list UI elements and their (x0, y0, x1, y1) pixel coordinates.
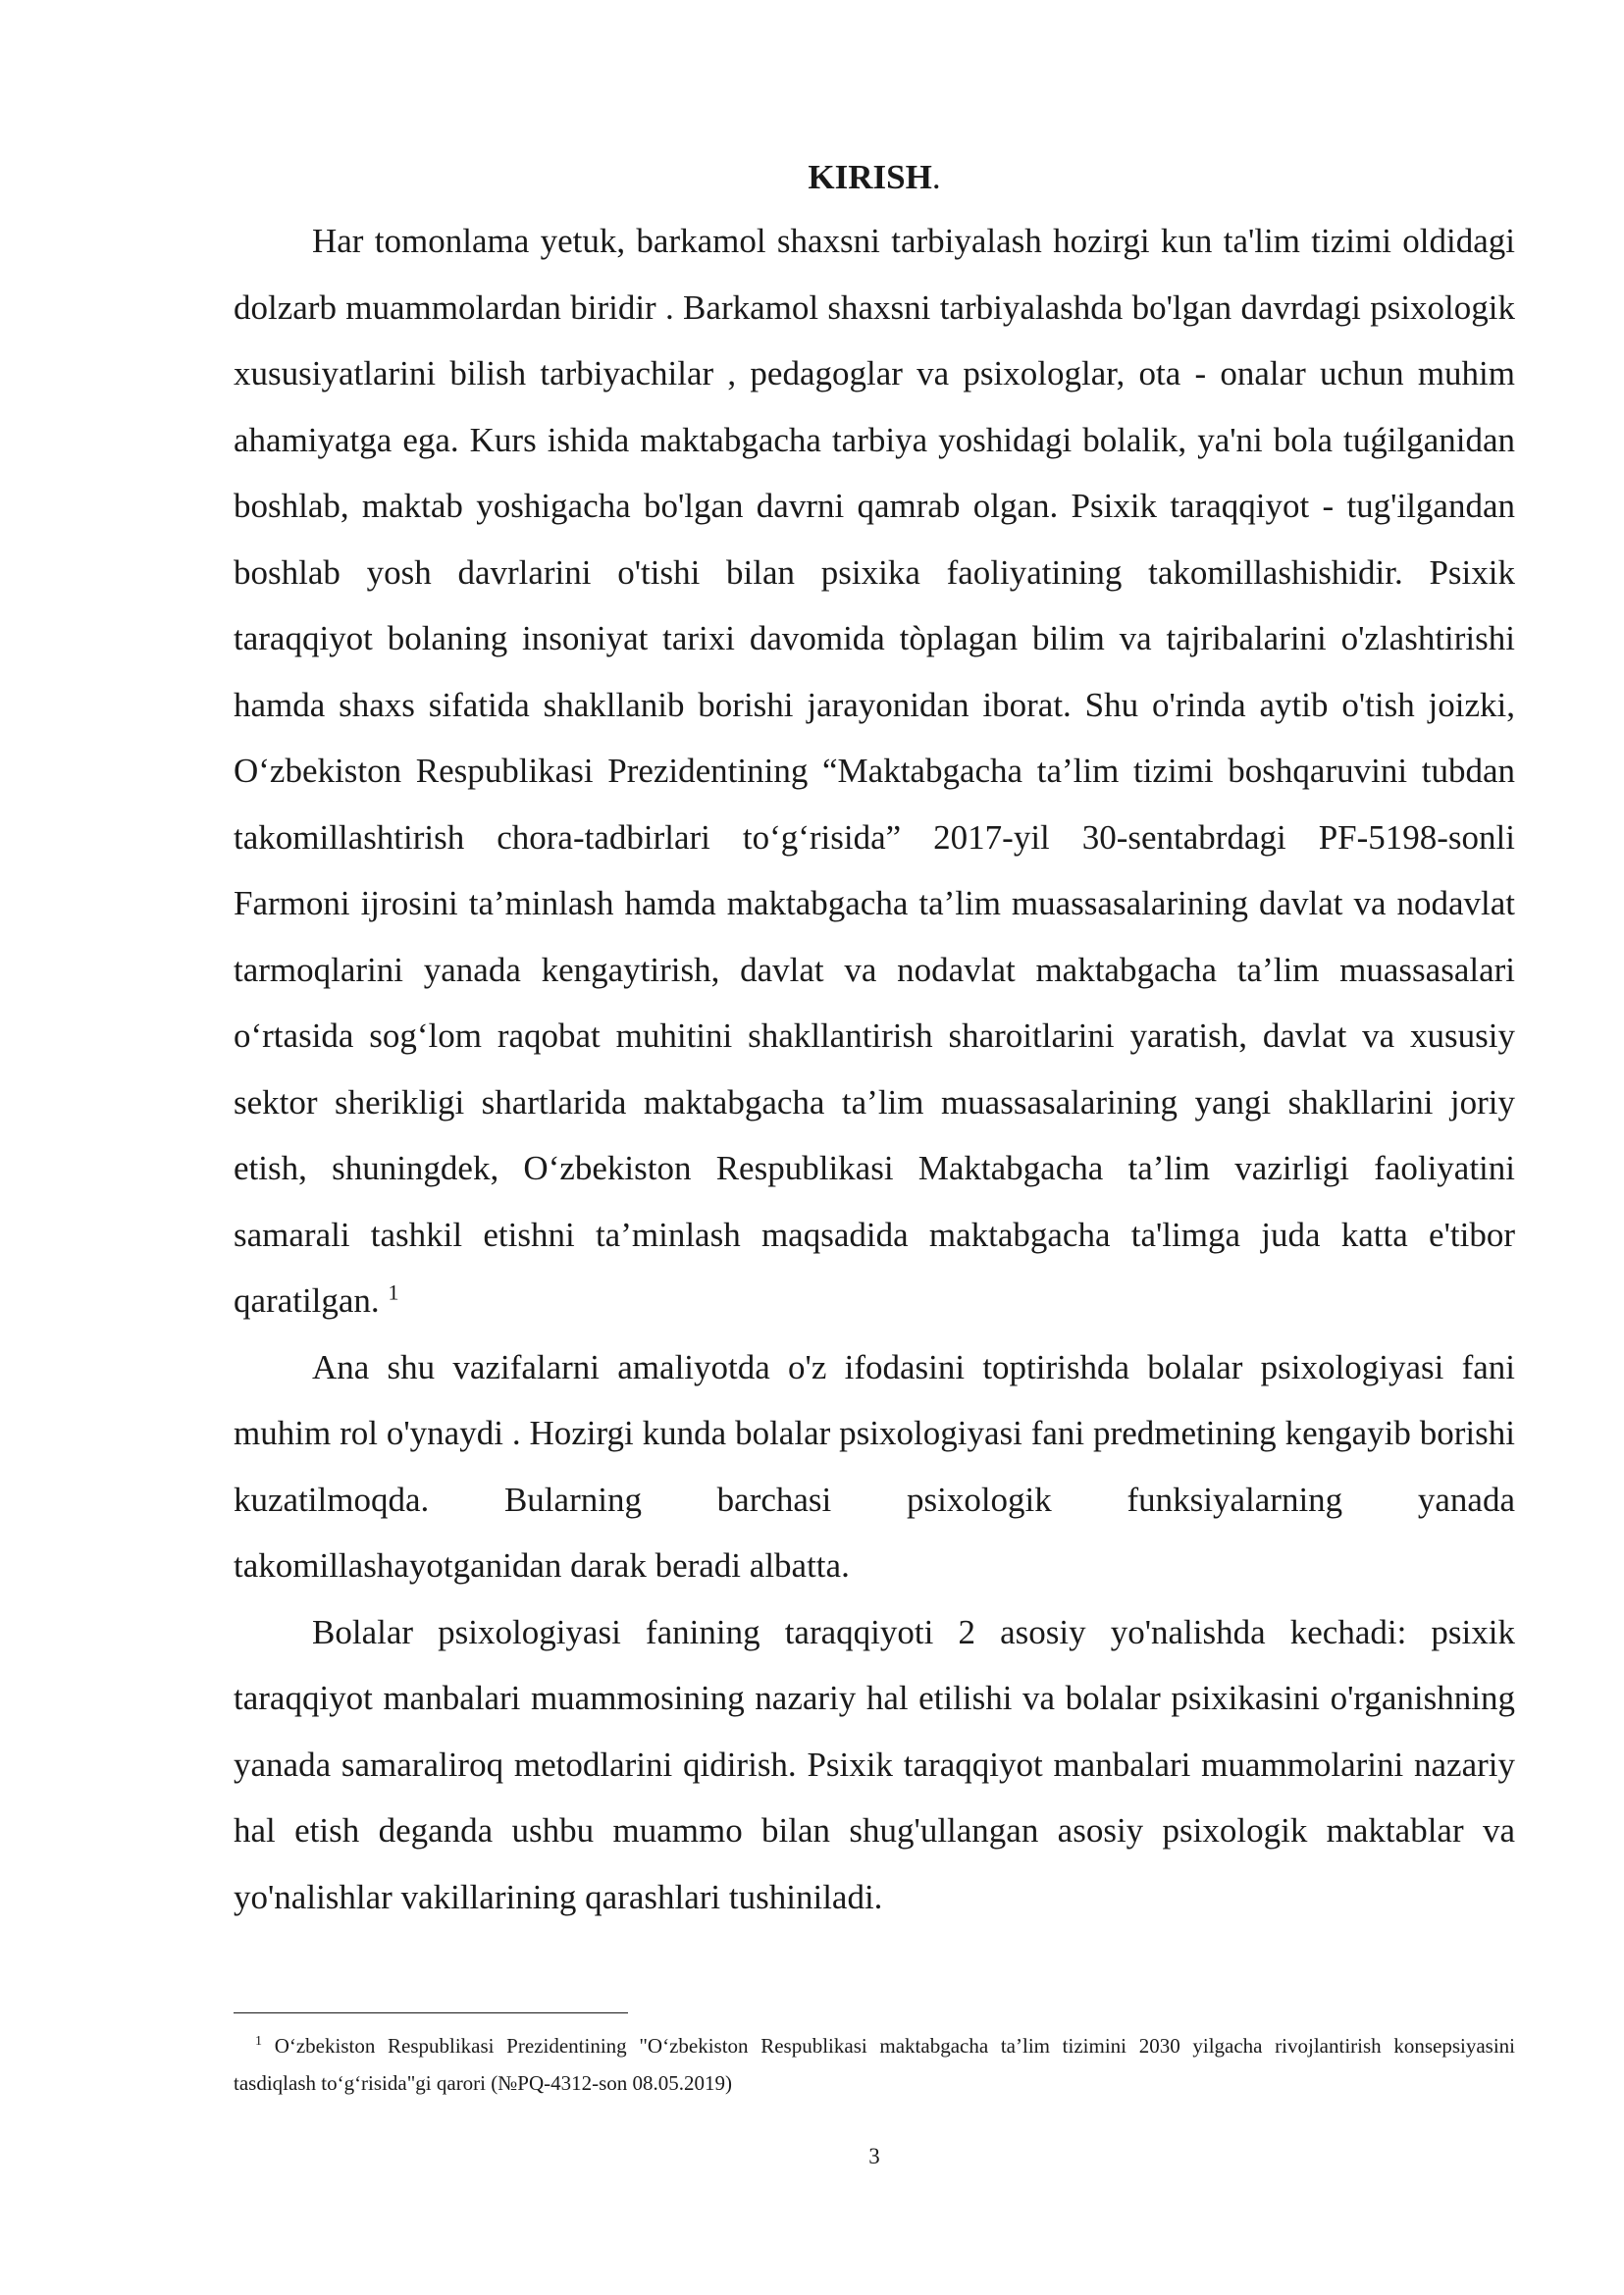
footnote-separator (234, 2012, 628, 2013)
paragraph-2 (234, 1334, 1515, 1599)
paragraph-1 (234, 208, 1515, 1334)
paragraph-2-text: Ana shu vazifalarni amaliyotda o'z ifodasini toptirishda bolalar psixologiyasi fani muhim rol o'ynaydi . Hozirgi kunda bolalar psixologiyasi fani predmetining kengayib borishi kuzatilmoqda. Bularning barchasi psixologik funksiyalarning yanada takomillashayotganidan darak beradi albatta. (234, 1347, 1515, 1585)
paragraph-3-text: Bolalar psixologiyasi fanining taraqqiyoti 2 asosiy yo'nalishda kechadi: psixik taraqqiyot manbalari muammosining nazariy hal etilishi va bolalar psixikasini o'rganishning yanada samaraliroq metodlarini qidirish. Psixik taraqqiyot manbalari muammolarini nazariy hal etish deganda ushbu muammo bilan shug'ullangan asosiy psixologik maktablar va yo'nalishlar vakillarining qarashlari tushiniladi. (234, 1612, 1515, 1916)
heading-suffix: . (931, 158, 941, 196)
heading-text: KIRISH (808, 158, 932, 196)
page-number: 3 (868, 2144, 880, 2168)
paragraph-3 (234, 1599, 1515, 1931)
footnote-number: 1 (255, 2034, 262, 2049)
footnote-reference[interactable]: 1 (388, 1279, 399, 1305)
page-title (234, 147, 1515, 208)
footnote-text: O‘zbekiston Respublikasi Prezidentining "O‘zbekiston Respublikasi maktabgacha ta’lim tizimini 2030 yilgacha rivojlantirish konsepsiyasini tasdiqlash to‘g‘risida"gi qarori (№PQ-4312-son 08.05.2019) (234, 2034, 1516, 2095)
document-body (234, 147, 1515, 1930)
footnote (234, 2027, 1515, 2102)
paragraph-1-text: Har tomonlama yetuk, barkamol shaxsni tarbiyalash hozirgi kun ta'lim tizimi oldidagi dolzarb muammolardan biridir . Barkamol shaxsni tarbiyalashda bo'lgan davrdagi psixologik xususiyatlarini bilish tarbiyachilar , pedagoglar va psixologlar, ota - onalar uchun muhim ahamiyatga ega. Kurs ishida maktabgacha tarbiya yoshidagi bolalik, ya'ni bola tuǵilganidan boshlab, maktab yoshigacha bo'lgan davrni qamrab olgan. Psixik taraqqiyot - tug'ilgandan boshlab yosh davrlarini o'tishi bilan psixika faoliyatining takomillashishidir. Psixik taraqqiyot bolaning insoniyat tarixi davomida tòplagan bilim va tajribalarini o'zlashtirishi hamda shaxs sifatida shakllanib borishi jarayonidan iborat. Shu o'rinda aytib o'tish joizki, O‘zbekiston Respublikasi Prezidentining “Maktabgacha ta’lim tizimi boshqaruvini tubdan takomillashtirish chora-tadbirlari to‘g‘risida” 2017-yil 30-sentabrdagi PF-5198-sonli Farmoni ijrosini ta’minlash hamda maktabgacha ta’lim muassasalarining davlat va nodavlat tarmoqlarini yanada kengaytirish, davlat va nodavlat maktabgacha ta’lim muassasalari o‘rtasida sog‘lom raqobat muhitini shakllantirish sharoitlarini yaratish, davlat va xususiy sektor sherikligi shartlarida maktabgacha ta’lim muassasalarining yangi shakllarini joriy etish, shuningdek, O‘zbekiston Respublikasi Maktabgacha ta’lim vazirligi faoliyatini samarali tashkil etishni ta’minlash maqsadida maktabgacha ta'limga juda katta e'tibor qaratilgan. (234, 222, 1515, 1320)
